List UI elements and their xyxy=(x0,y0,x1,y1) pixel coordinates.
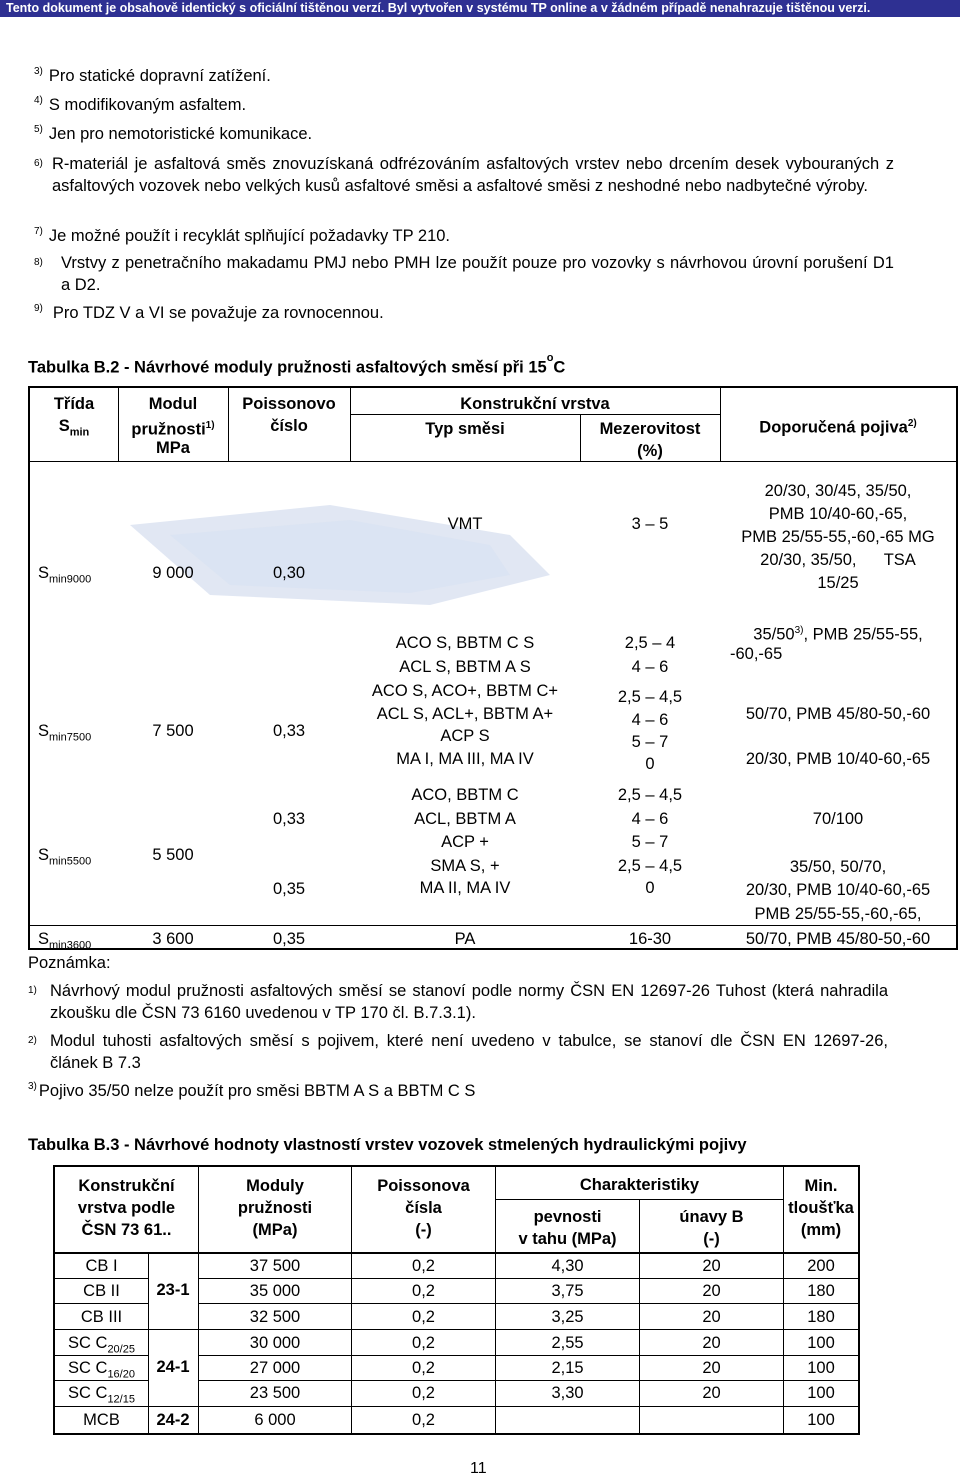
header-smin: $S_{min}$ xyxy=(58,417,90,439)
header-trida: Třída xyxy=(53,395,95,413)
poznamka-label: Poznámka: xyxy=(28,954,111,972)
b3-header-moduly: Moduly xyxy=(246,1177,304,1195)
b3-row-name: SC $C_{20/25}$ xyxy=(68,1334,135,1356)
footnote-4: $^{4)}$ S modifikovaným asfaltem. xyxy=(34,95,247,114)
b3-group-24-1: 24-1 xyxy=(156,1358,190,1376)
row-smin3600-class: $S_{min3600}$ xyxy=(38,930,92,952)
b3-group-23-1: 23-1 xyxy=(156,1281,190,1299)
b3-header-charakteristiky: Charakteristiky xyxy=(579,1176,700,1194)
row-smin5500-class: $S_{min5500}$ xyxy=(38,846,92,868)
footnote-3: $^{3)}$ Pro statické dopravní zatížení. xyxy=(34,66,271,85)
b3-group-24-2: 24-2 xyxy=(156,1411,190,1429)
b3-header-unavy: únavy B xyxy=(679,1208,744,1226)
table-b2-header-divider xyxy=(28,461,958,462)
b3-row-name: MCB xyxy=(83,1411,120,1429)
table-b2-note-2: 2) Modul tuhosti asfaltových směsí s pojivem, které není uvedeno v tabulce, se stanoví dle ČSN EN 12697-26, článek B 7.3 xyxy=(28,1032,888,1072)
table-b2-caption: Tabulka B.2 - Návrhové moduly pružnosti asfaltových směsí při 15$^o$C xyxy=(28,352,566,377)
header-konstrukcni-vrstva: Konstrukční vrstva xyxy=(460,395,610,413)
table-b3-caption: Tabulka B.3 - Návrhové hodnoty vlastností vrstev vozovek stmelených hydraulickými pojivy xyxy=(28,1136,747,1154)
b3-row-name: CB II xyxy=(83,1282,120,1300)
b3-row-name: SC $C_{16/20}$ xyxy=(68,1359,135,1381)
footnote-9: $^{9)}$ Pro TDZ V a VI se považuje za rovnocennou. xyxy=(34,303,384,322)
b3-row-name: SC $C_{12/15}$ xyxy=(68,1384,135,1406)
row-smin7500-class: $S_{min7500}$ xyxy=(38,722,92,744)
b3-header-poisson: Poissonova xyxy=(377,1177,470,1195)
header-mezerovitost: Mezerovitost xyxy=(599,420,701,438)
table-b2-right xyxy=(956,386,958,950)
table-b2-note-1: 1) Návrhový modul pružnosti asfaltových směsí se stanoví podle normy ČSN EN 12697-26 Tuhost (která nahradila zkoušku dle ČSN 73 6160 uvedenou v TP 170 čl. B.7.3.1). xyxy=(28,982,888,1022)
b3-header-pevnosti: pevnosti xyxy=(533,1208,602,1226)
header-poisson: Poissonovo xyxy=(242,395,336,413)
table-b2-note-3: $^{3)}$ Pojivo 35/50 nelze použít pro směsi BBTM A S a BBTM C S xyxy=(28,1081,476,1100)
disclaimer-banner: Tento dokument je obsahově identický s oficiální tištěnou verzí. Byl vytvořen v systému TP online a v žádném případě nenahrazuje tištěnou verzi. xyxy=(0,0,960,17)
b3-header-tloustka: Min. xyxy=(804,1177,838,1195)
header-modul: Modul xyxy=(148,395,198,413)
row-smin9000-class: $S_{min9000}$ xyxy=(38,564,92,586)
header-typ-smesi: Typ směsi xyxy=(425,420,505,438)
table-b2-left xyxy=(28,386,30,950)
b3-header-konstrukcni: Konstrukční xyxy=(78,1177,175,1195)
footnote-8: 8) Vrstvy z penetračního makadamu PMJ nebo PMH lze použít pouze pro vozovky s návrhovou úrovní porušení D1 a D2. xyxy=(34,254,894,294)
table-b2-top xyxy=(28,386,958,388)
b3-row-name: CB III xyxy=(80,1308,123,1326)
b3-row-name: CB I xyxy=(85,1257,118,1275)
footnote-5: $^{5)}$ Jen pro nemotoristické komunikace. xyxy=(34,124,313,143)
page-number: 11 xyxy=(470,1460,487,1477)
footnote-6: 6) R-materiál je asfaltová směs znovuzískaná odfrézováním asfaltových vrstev nebo drcením desek vybouraných z asfaltových vozovek nebo velkých kusů asfaltové směsi a asfaltové směsi z neshodné nebo nadbytečné výroby. xyxy=(34,155,894,195)
header-pojiva: Doporučená pojiva$^{2)}$ xyxy=(759,418,917,437)
footnote-7: $^{7)}$ Je možné použít i recyklát splňující požadavky TP 210. xyxy=(34,226,451,245)
